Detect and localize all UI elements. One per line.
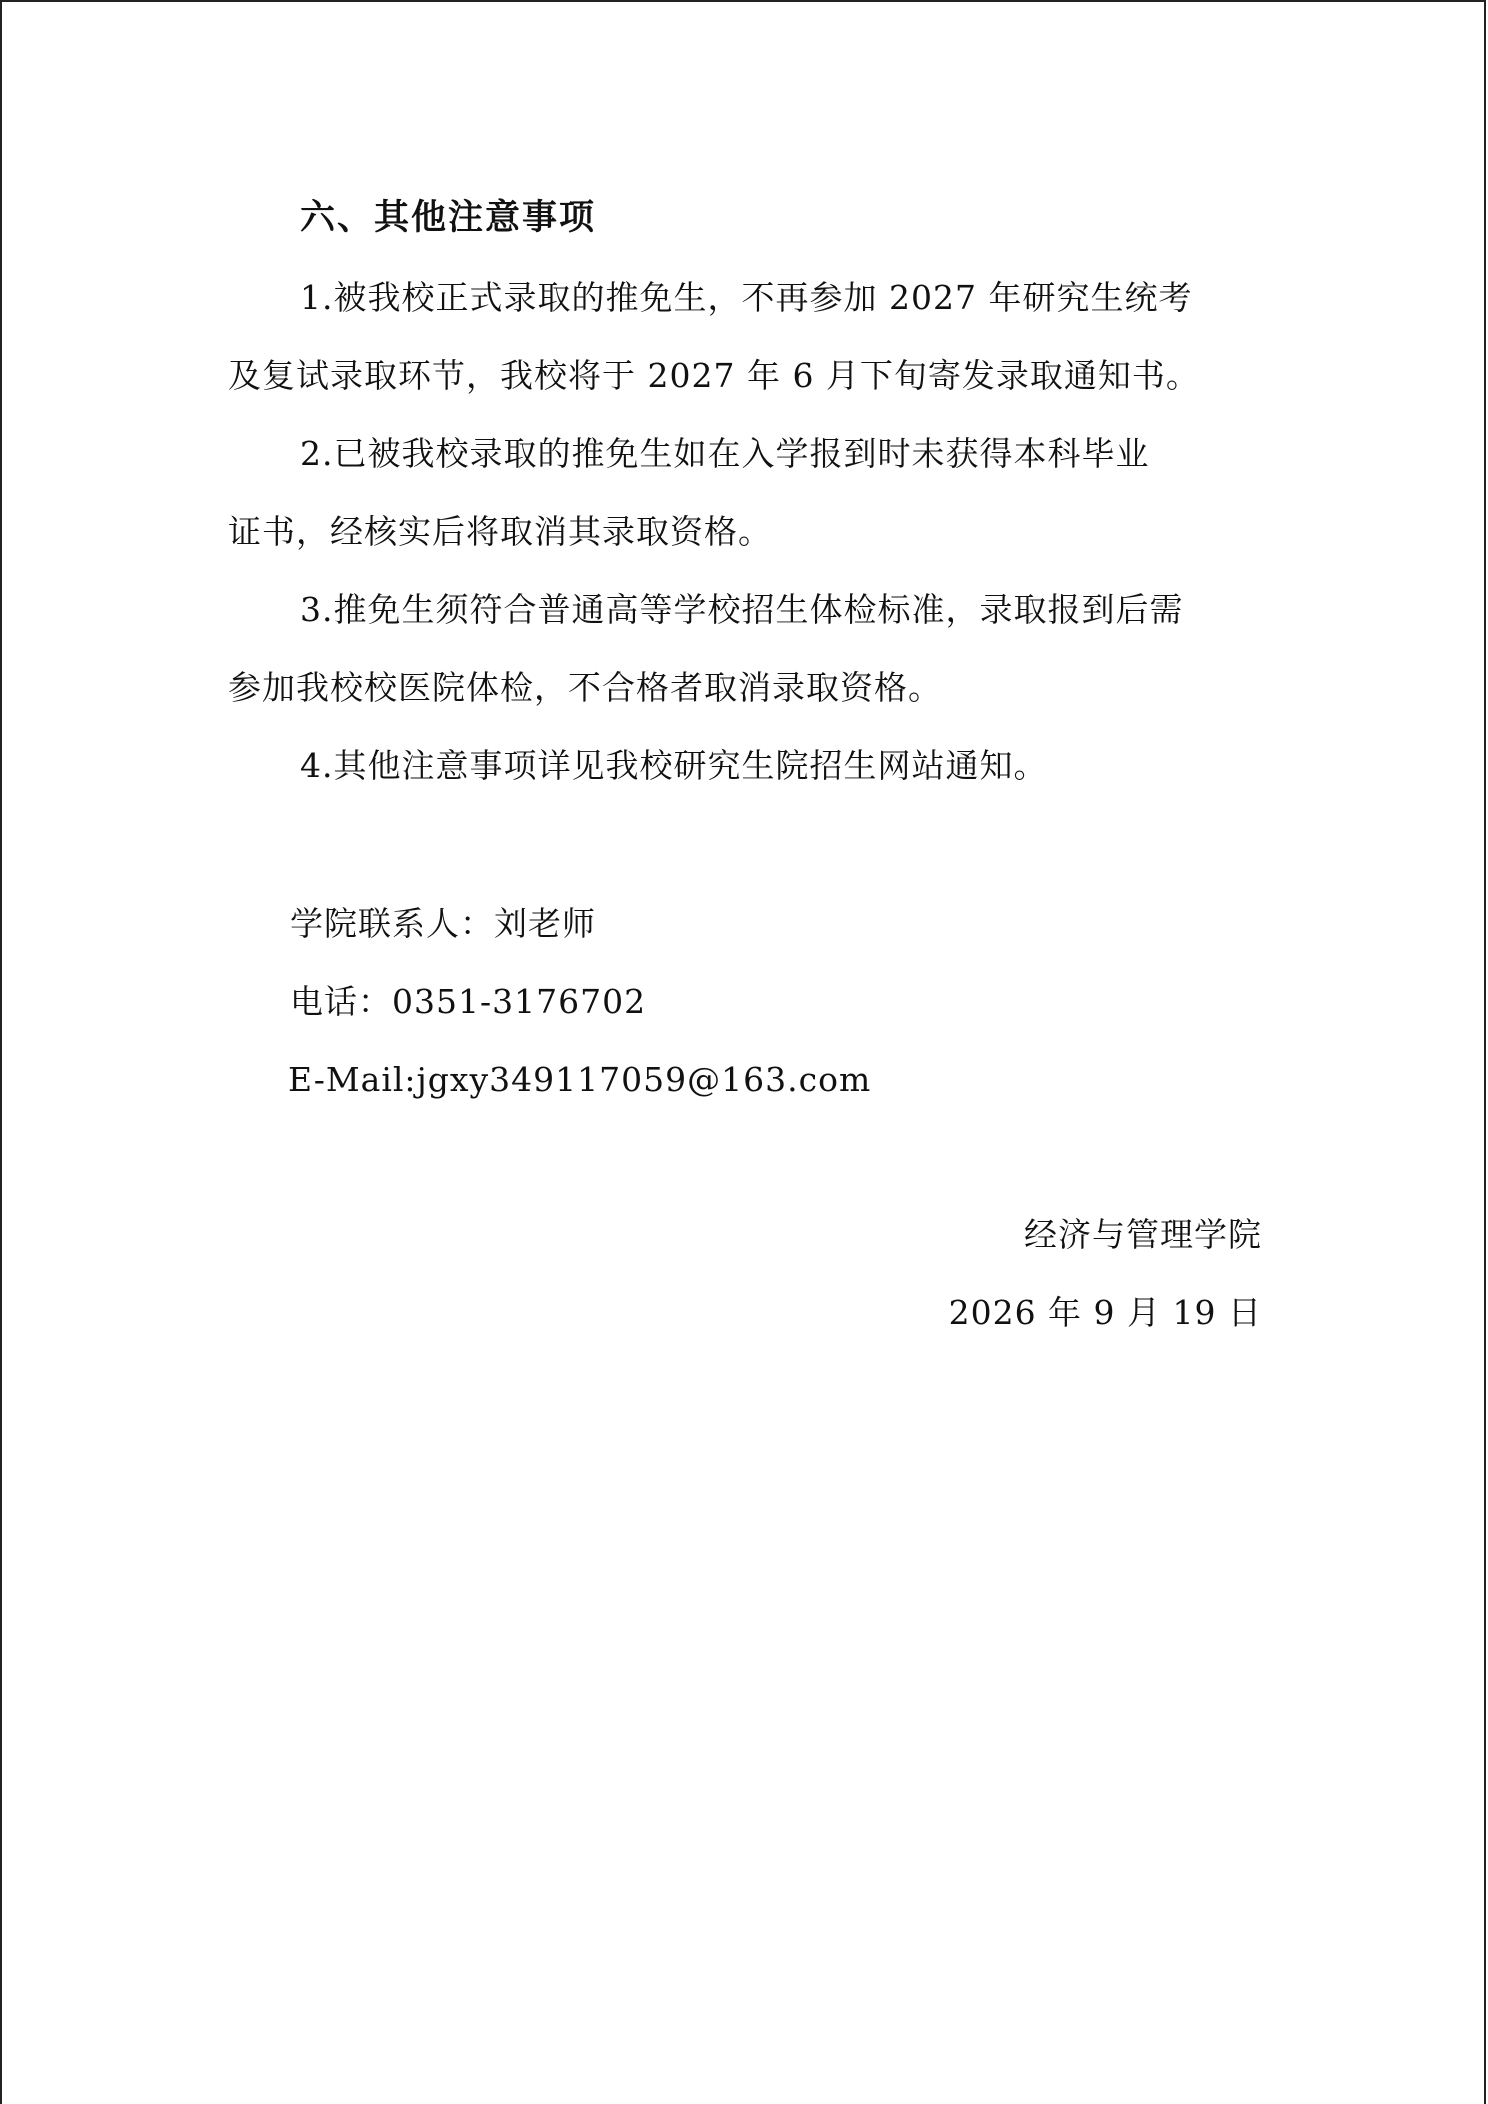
item-3-line-1: 3.推免生须符合普通高等学校招生体检标准，录取报到后需: [300, 590, 1184, 629]
item-2-line-2: 证书，经核实后将取消其录取资格。: [228, 512, 772, 551]
item-4-line-1: 4.其他注意事项详见我校研究生院招生网站通知。: [300, 746, 1048, 785]
contact-phone: 电话：0351-3176702: [290, 982, 647, 1021]
item-1-line-2: 及复试录取环节，我校将于 2027 年 6 月下旬寄发录取通知书。: [228, 356, 1200, 395]
section-heading: 六、其他注意事项: [300, 197, 597, 238]
contact-person: 学院联系人：刘老师: [290, 904, 596, 943]
signature-organization: 经济与管理学院: [1024, 1215, 1262, 1254]
item-2-line-1: 2.已被我校录取的推免生如在入学报到时未获得本科毕业: [300, 434, 1150, 473]
item-1-line-1: 1.被我校正式录取的推免生，不再参加 2027 年研究生统考: [300, 278, 1193, 317]
item-3-line-2: 参加我校校医院体检，不合格者取消录取资格。: [228, 668, 942, 707]
contact-email: E-Mail:jgxy349117059@163.com: [288, 1060, 872, 1099]
signature-date: 2026 年 9 月 19 日: [948, 1293, 1262, 1332]
